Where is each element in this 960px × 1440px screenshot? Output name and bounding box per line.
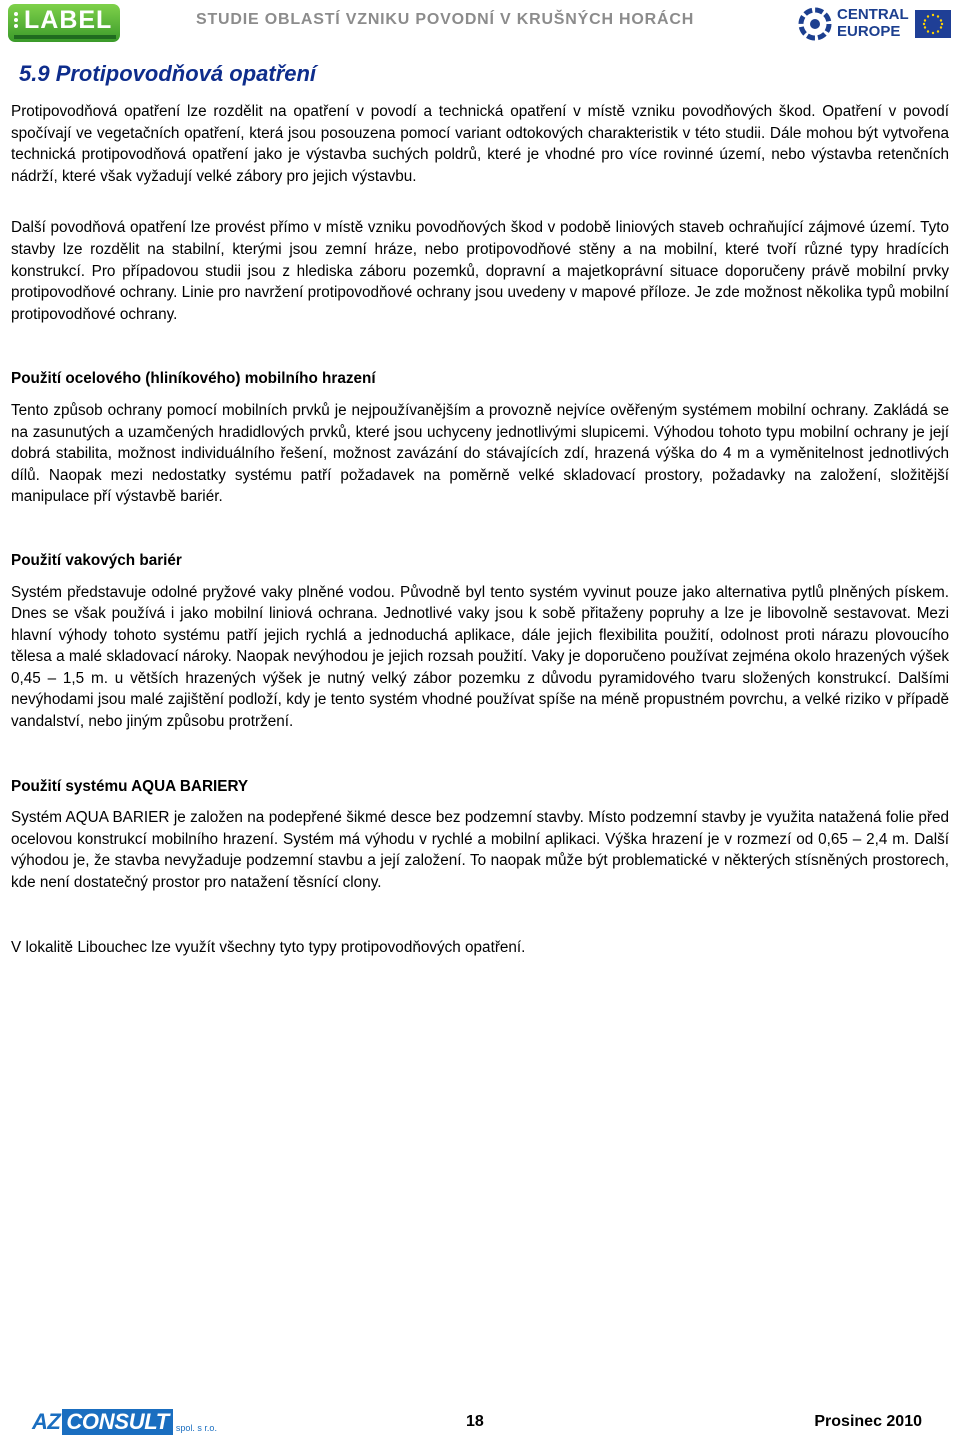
eu-flag-icon <box>915 10 951 38</box>
subheading-bag-barriers: Použití vakových bariér <box>11 551 182 569</box>
az-logo-text: AZ <box>32 1409 61 1434</box>
page-footer <box>0 1404 960 1440</box>
central-europe-ring-icon <box>797 6 833 42</box>
central-europe-line1: CENTRAL <box>837 6 909 23</box>
paragraph-steel-barrier: Tento způsob ochrany pomocí mobilních prvků je nejpoužívanějším a provozně nejvíce ověřeným systémem mobilní ochrany. Zakládá se na zasunutých a uzamčených hradidlových prvků, které jsou uchyceny jednotlivými slupicemi. Výhodou tohoto typu mobilní ochrany je její dobrá stabilita, možnost individuálního řešení, možnost zavázání do stávajících zdí, hrazená výška do 4 m a vyměnitelnost jednotlivých dílů. Naopak mezi nedostatky systému patří požadavek na poměrně velké skladovací prostory, požadavky na založení, složitější manipulace pří výstavbě bariér. <box>11 401 949 506</box>
section-title: 5.9 Protipovodňová opatření <box>19 61 317 86</box>
page-number: 18 <box>466 1413 484 1430</box>
consult-logo-text: CONSULT <box>62 1409 173 1435</box>
label-logo-subtext <box>14 35 116 39</box>
paragraph-aqua-barier: Systém AQUA BARIER je založen na podepřené šikmé desce bez podzemní stavby. Místo podzemní stavby je využita natažená folie před ocelovou konstrukcí mobilního hrazení. Systém má výhodu v rychlé a mobilní aplikaci. Výška hrazení je v rozmezí od 0,65 – 2,4 m. Další výhodou je, že stavba nevyžaduje podzemní stavbu a její založení. To naopak může být problematické v některých stísněných prostorech, kde není dostatečný prostor pro natažení těsnící clony. <box>11 809 949 892</box>
page-header <box>0 0 960 46</box>
subheading-steel-barrier: Použití ocelového (hliníkového) mobilního hrazení <box>11 370 376 388</box>
central-europe-logo <box>797 4 952 44</box>
paragraph-conclusion: V lokalitě Libouchec lze využít všechny tyto typy protipovodňových opatření. <box>11 938 526 956</box>
paragraph-further-measures: Další povodňová opatření lze provést přímo v místě vzniku povodňových škod v podobě liniových staveb ochraňující zájmové území. Tyto stavby lze rozdělit na stabilní, kterými jsou zemní hráze, nebo protipovodňové stěny a na mobilní, které tvoří různé typy hradících konstrukcí. Pro případovou studii jsou z hlediska záboru pozemků, dopravní a majetkoprávní situace doporučeny právě mobilní prvky protipovodňové ochrany. Linie pro navržení protipovodňové ochrany jsou uvedeny v mapové příloze. Je zde možnost několika typů mobilní protipovodňové ochrany. <box>11 219 949 323</box>
label-logo <box>8 4 120 42</box>
document-body <box>11 58 949 958</box>
az-consult-logo <box>32 1409 217 1435</box>
subheading-aqua-barier: Použití systému AQUA BARIERY <box>11 777 249 795</box>
label-logo-text: LABEL <box>24 6 113 34</box>
footer-date: Prosinec 2010 <box>814 1413 922 1430</box>
label-logo-dots-icon <box>12 11 22 27</box>
central-europe-line2: EUROPE <box>837 23 901 40</box>
document-header-title: STUDIE OBLASTÍ VZNIKU POVODNÍ V KRUŠNÝCH HORÁCH <box>196 11 695 28</box>
spol-logo-text: spol. s r.o. <box>175 1423 217 1433</box>
paragraph-intro: Protipovodňová opatření lze rozdělit na opatření v povodí a technická opatření v místě vzniku povodňových škod. Opatření v povodí spočívají ve vegetačních opatření, která jsou posouzena pomocí variant odtokových charakteristik v této studii. Dále mohou být vytvořena technická protipovodňová opatření jako je výstavba suchých poldrů, které je vhodné pro více rovinné území, nebo výstavba retenčních nádrží, které však vyžadují velké zábory pro jejich výstavbu. <box>11 103 949 185</box>
paragraph-bag-barriers: Systém představuje odolné pryžové vaky plněné vodou. Původně byl tento systém vyvinut pouze jako alternativa pytlů plněných pískem. Dnes se však používá i jako mobilní liniová ochrana. Jednotlivé vaky jsou k sobě přitaženy popruhy a lze je libovolně sestavovat. Mezi hlavní výhody tohoto systému patří jejich rychlá a jednoduchá aplikace, dále jejich flexibilita použití, odolnost proti nárazu plovoucího tělesa a malé skladovací nároky. Naopak nevýhodou je jejich rozsah použití. Vaky je doporučeno používat zejména okolo hrazených výšek 0,45 – 1,5 m. u větších hrazených výšek je nutný velký zábor pozemku z důvodu pyramidového tvaru složených konstrukcí. Dalšími nevýhodami jsou malé zajištění podloží, kdy je tento systém vhodné používat spíše na méně propustném povrchu, a velké riziko v případě vandalství, nebo jiným způsobu protržení. <box>11 583 949 731</box>
central-europe-text <box>837 6 909 40</box>
